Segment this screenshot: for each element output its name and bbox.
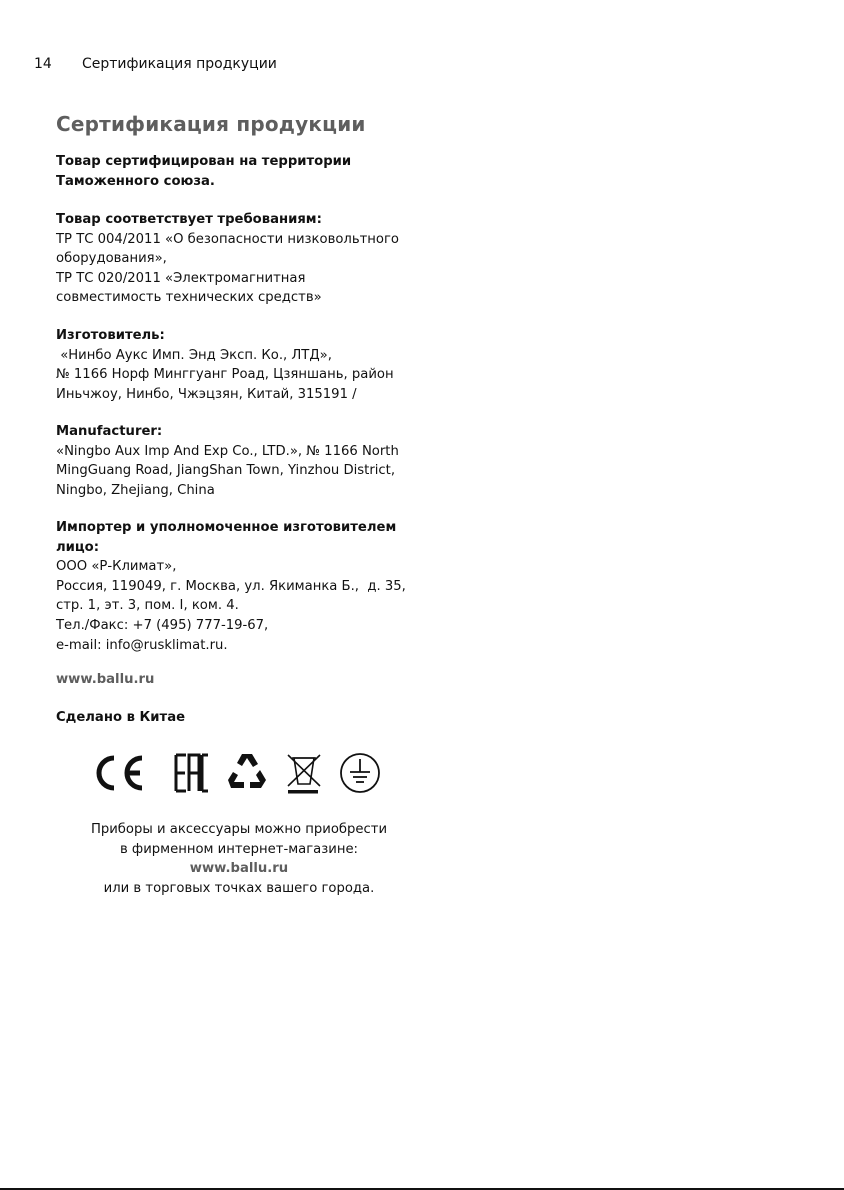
ground-icon <box>341 754 379 792</box>
section-title: Сертификация продкуции <box>82 56 277 72</box>
made-in-label: Сделано в Китае <box>56 710 186 725</box>
page-title: Сертификация продукции <box>56 112 366 136</box>
section-heading: Импортер и уполномоченное изготовителем <box>56 520 397 535</box>
section-heading: Manufacturer: <box>56 424 163 439</box>
text-line: ТР ТС 020/2011 «Электромагнитная <box>56 270 306 286</box>
text-line: ООО «Р-Климат», <box>56 559 177 575</box>
ce-mark-icon <box>99 758 142 788</box>
certification-statement <box>56 152 416 191</box>
text-line: № 1166 Норф Минггуанг Роад, Цзяншань, район <box>56 367 394 383</box>
section-heading: лицо: <box>56 539 100 555</box>
importer-section <box>56 518 416 655</box>
text-line: стр. 1, эт. 3, пом. I, ком. 4. <box>56 598 239 614</box>
recycle-icon <box>228 754 266 788</box>
section-heading: Товар соответствует требованиям: <box>56 212 322 227</box>
text-line: оборудования», <box>56 251 167 267</box>
text-line: Ningbo, Zhejiang, China <box>56 482 215 498</box>
section-heading: Изготовитель: <box>56 328 165 343</box>
text-line: Иньчжоу, Нинбо, Чжэцзян, Китай, 315191 / <box>56 386 357 402</box>
text-line: совместимость технических средств» <box>56 290 322 306</box>
text-line: «Ningbo Aux Imp And Exp Co., LTD.», № 1166 North <box>56 443 399 459</box>
manufacturer-en-section <box>56 422 416 500</box>
text-line: Товар сертифицирован на территории <box>56 154 352 169</box>
text-line: или в торговых точках вашего города. <box>103 880 375 896</box>
compliance-section <box>56 210 416 308</box>
text-line: Россия, 119049, г. Москва, ул. Якиманка Б., д. 35, <box>56 578 406 594</box>
page-number: 14 <box>34 56 52 72</box>
eac-mark-icon <box>176 755 208 791</box>
text-line: «Нинбо Аукс Имп. Энд Эксп. Ко., ЛТД», <box>56 347 332 363</box>
text-line: e-mail: info@rusklimat.ru. <box>56 637 228 653</box>
weee-bin-icon <box>288 755 320 794</box>
text-line: MingGuang Road, JiangShan Town, Yinzhou District, <box>56 463 396 479</box>
purchase-info <box>56 820 422 898</box>
text-line: ТР ТС 004/2011 «О безопасности низковольтного <box>56 231 399 247</box>
running-header <box>34 56 277 72</box>
website-link[interactable]: www.ballu.ru <box>56 672 155 687</box>
certification-marks <box>90 750 390 796</box>
text-line: Тел./Факс: +7 (495) 777-19-67, <box>56 617 269 633</box>
store-link[interactable]: www.ballu.ru <box>189 861 289 877</box>
text-line: в фирменном интернет-магазине: <box>119 841 359 857</box>
text-line: Приборы и аксессуары можно приобрести <box>90 822 388 837</box>
text-line: Таможенного союза. <box>56 173 215 189</box>
manufacturer-ru-section <box>56 326 416 404</box>
